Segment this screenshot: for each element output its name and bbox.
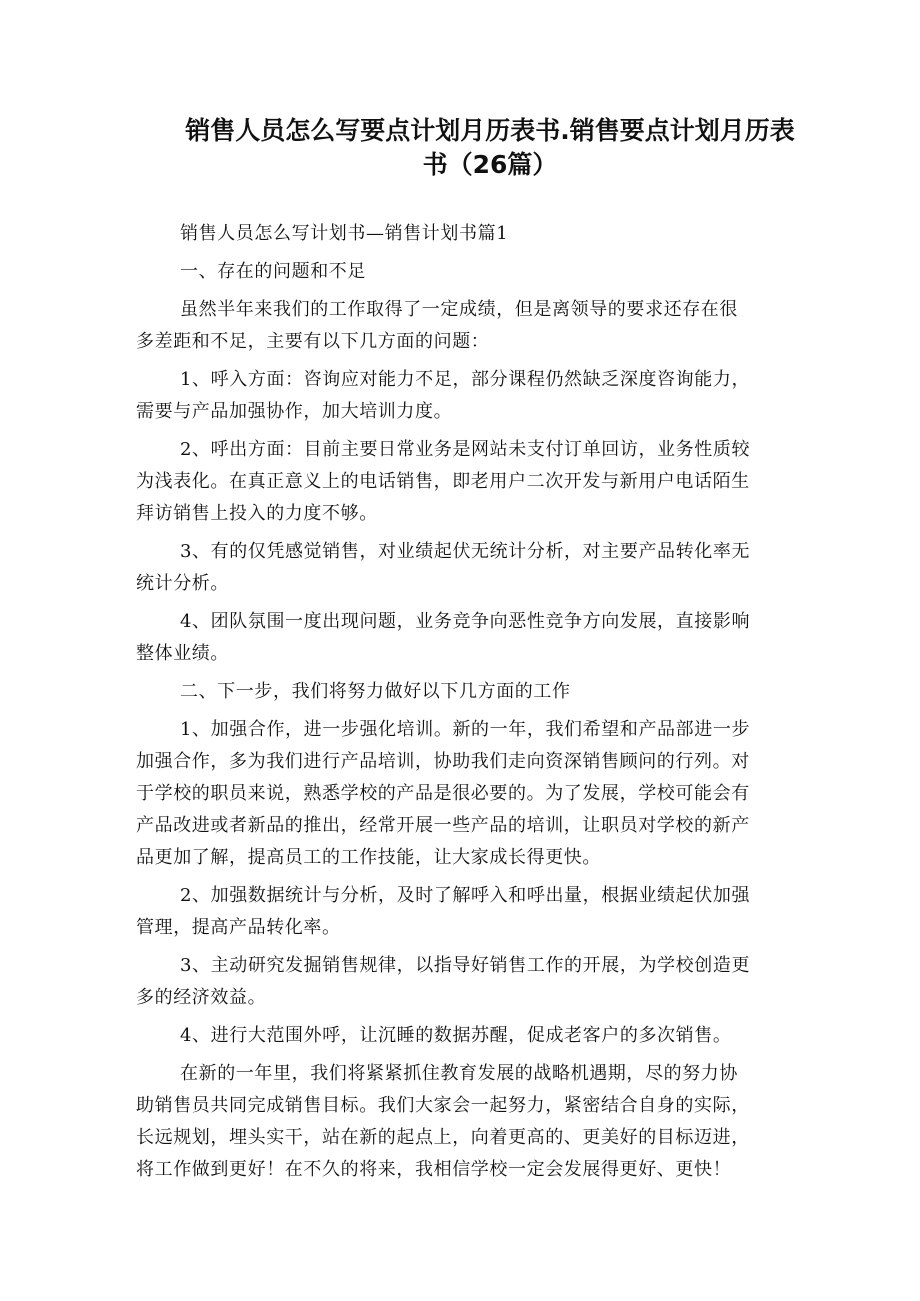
paragraph-line: 虽然半年来我们的工作取得了一定成绩，但是离领导的要求还存在很 [180,299,738,320]
paragraph-line: 4、团队氛围一度出现问题，业务竞争向恶性竞争方向发展，直接影响 [180,611,751,632]
paragraph-line: 3、主动研究发掘销售规律，以指导好销售工作的开展，为学校创造更 [180,955,751,976]
paragraph-line: 一、存在的问题和不足 [180,261,366,282]
paragraph-line: 1、加强合作，进一步强化培训。新的一年，我们希望和产品部进一步 [180,719,751,740]
paragraph-line: 长远规划，埋头实干，站在新的起点上，向着更高的、更美好的目标迈进， [136,1127,750,1148]
paragraph [136,536,796,600]
paragraph-line: 销售人员怎么写计划书—销售计划书篇1 [180,223,509,244]
paragraph [136,714,796,874]
paragraph-line: 多差距和不足，主要有以下几方面的问题： [136,331,490,352]
paragraph [136,676,796,708]
paragraph-line: 二、下一步，我们将努力做好以下几方面的工作 [180,681,571,702]
paragraph-line: 1、呼入方面：咨询应对能力不足，部分课程仍然缺乏深度咨询能力， [180,369,751,390]
paragraph-line: 助销售员共同完成销售目标。我们大家会一起努力，紧密结合自身的实际， [136,1095,750,1116]
paragraph [136,256,796,288]
paragraph-line: 统计分析。 [136,573,229,594]
title-line-2: 书（26篇） [422,150,558,179]
paragraph-line: 拜访销售上投入的力度不够。 [136,503,378,524]
paragraph [136,880,796,944]
paragraph [136,950,796,1014]
paragraph-line: 于学校的职员来说，熟悉学校的产品是很必要的。为了发展，学校可能会有 [136,783,750,804]
paragraph-line: 加强合作，多为我们进行产品培训，协助我们走向资深销售顾问的行列。对 [136,751,750,772]
paragraph-line: 2、呼出方面：目前主要日常业务是网站未支付订单回访，业务性质较 [180,439,751,460]
document-title [180,114,800,182]
paragraph-line: 整体业绩。 [136,643,229,664]
paragraph-line: 需要与产品加强协作，加大培训力度。 [136,401,453,422]
paragraph-line: 将工作做到更好！在不久的将来，我相信学校一定会发展得更好、更快！ [136,1159,732,1180]
paragraph [136,364,796,428]
paragraph [136,1058,796,1186]
paragraph-line: 3、有的仅凭感觉销售，对业绩起伏无统计分析，对主要产品转化率无 [180,541,751,562]
paragraph [136,218,796,250]
paragraph-line: 4、进行大范围外呼，让沉睡的数据苏醒，促成老客户的多次销售。 [180,1025,732,1046]
paragraph-line: 多的经济效益。 [136,987,267,1008]
paragraph-line: 品更加了解，提高员工的工作技能，让大家成长得更快。 [136,847,601,868]
paragraph-line: 产品改进或者新品的推出，经常开展一些产品的培训，让职员对学校的新产 [136,815,750,836]
paragraph-line: 2、加强数据统计与分析，及时了解呼入和呼出量，根据业绩起伏加强 [180,885,751,906]
paragraph [136,606,796,670]
paragraph [136,294,796,358]
paragraph [136,434,796,530]
paragraph-line: 在新的一年里，我们将紧紧抓住教育发展的战略机遇期，尽的努力协 [180,1063,738,1084]
title-line-1: 销售人员怎么写要点计划月历表书.销售要点计划月历表 [185,116,795,145]
paragraph-line: 管理，提高产品转化率。 [136,917,341,938]
document-body [136,218,796,1192]
paragraph [136,1020,796,1052]
paragraph-line: 为浅表化。在真正意义上的电话销售，即老用户二次开发与新用户电话陌生 [136,471,750,492]
